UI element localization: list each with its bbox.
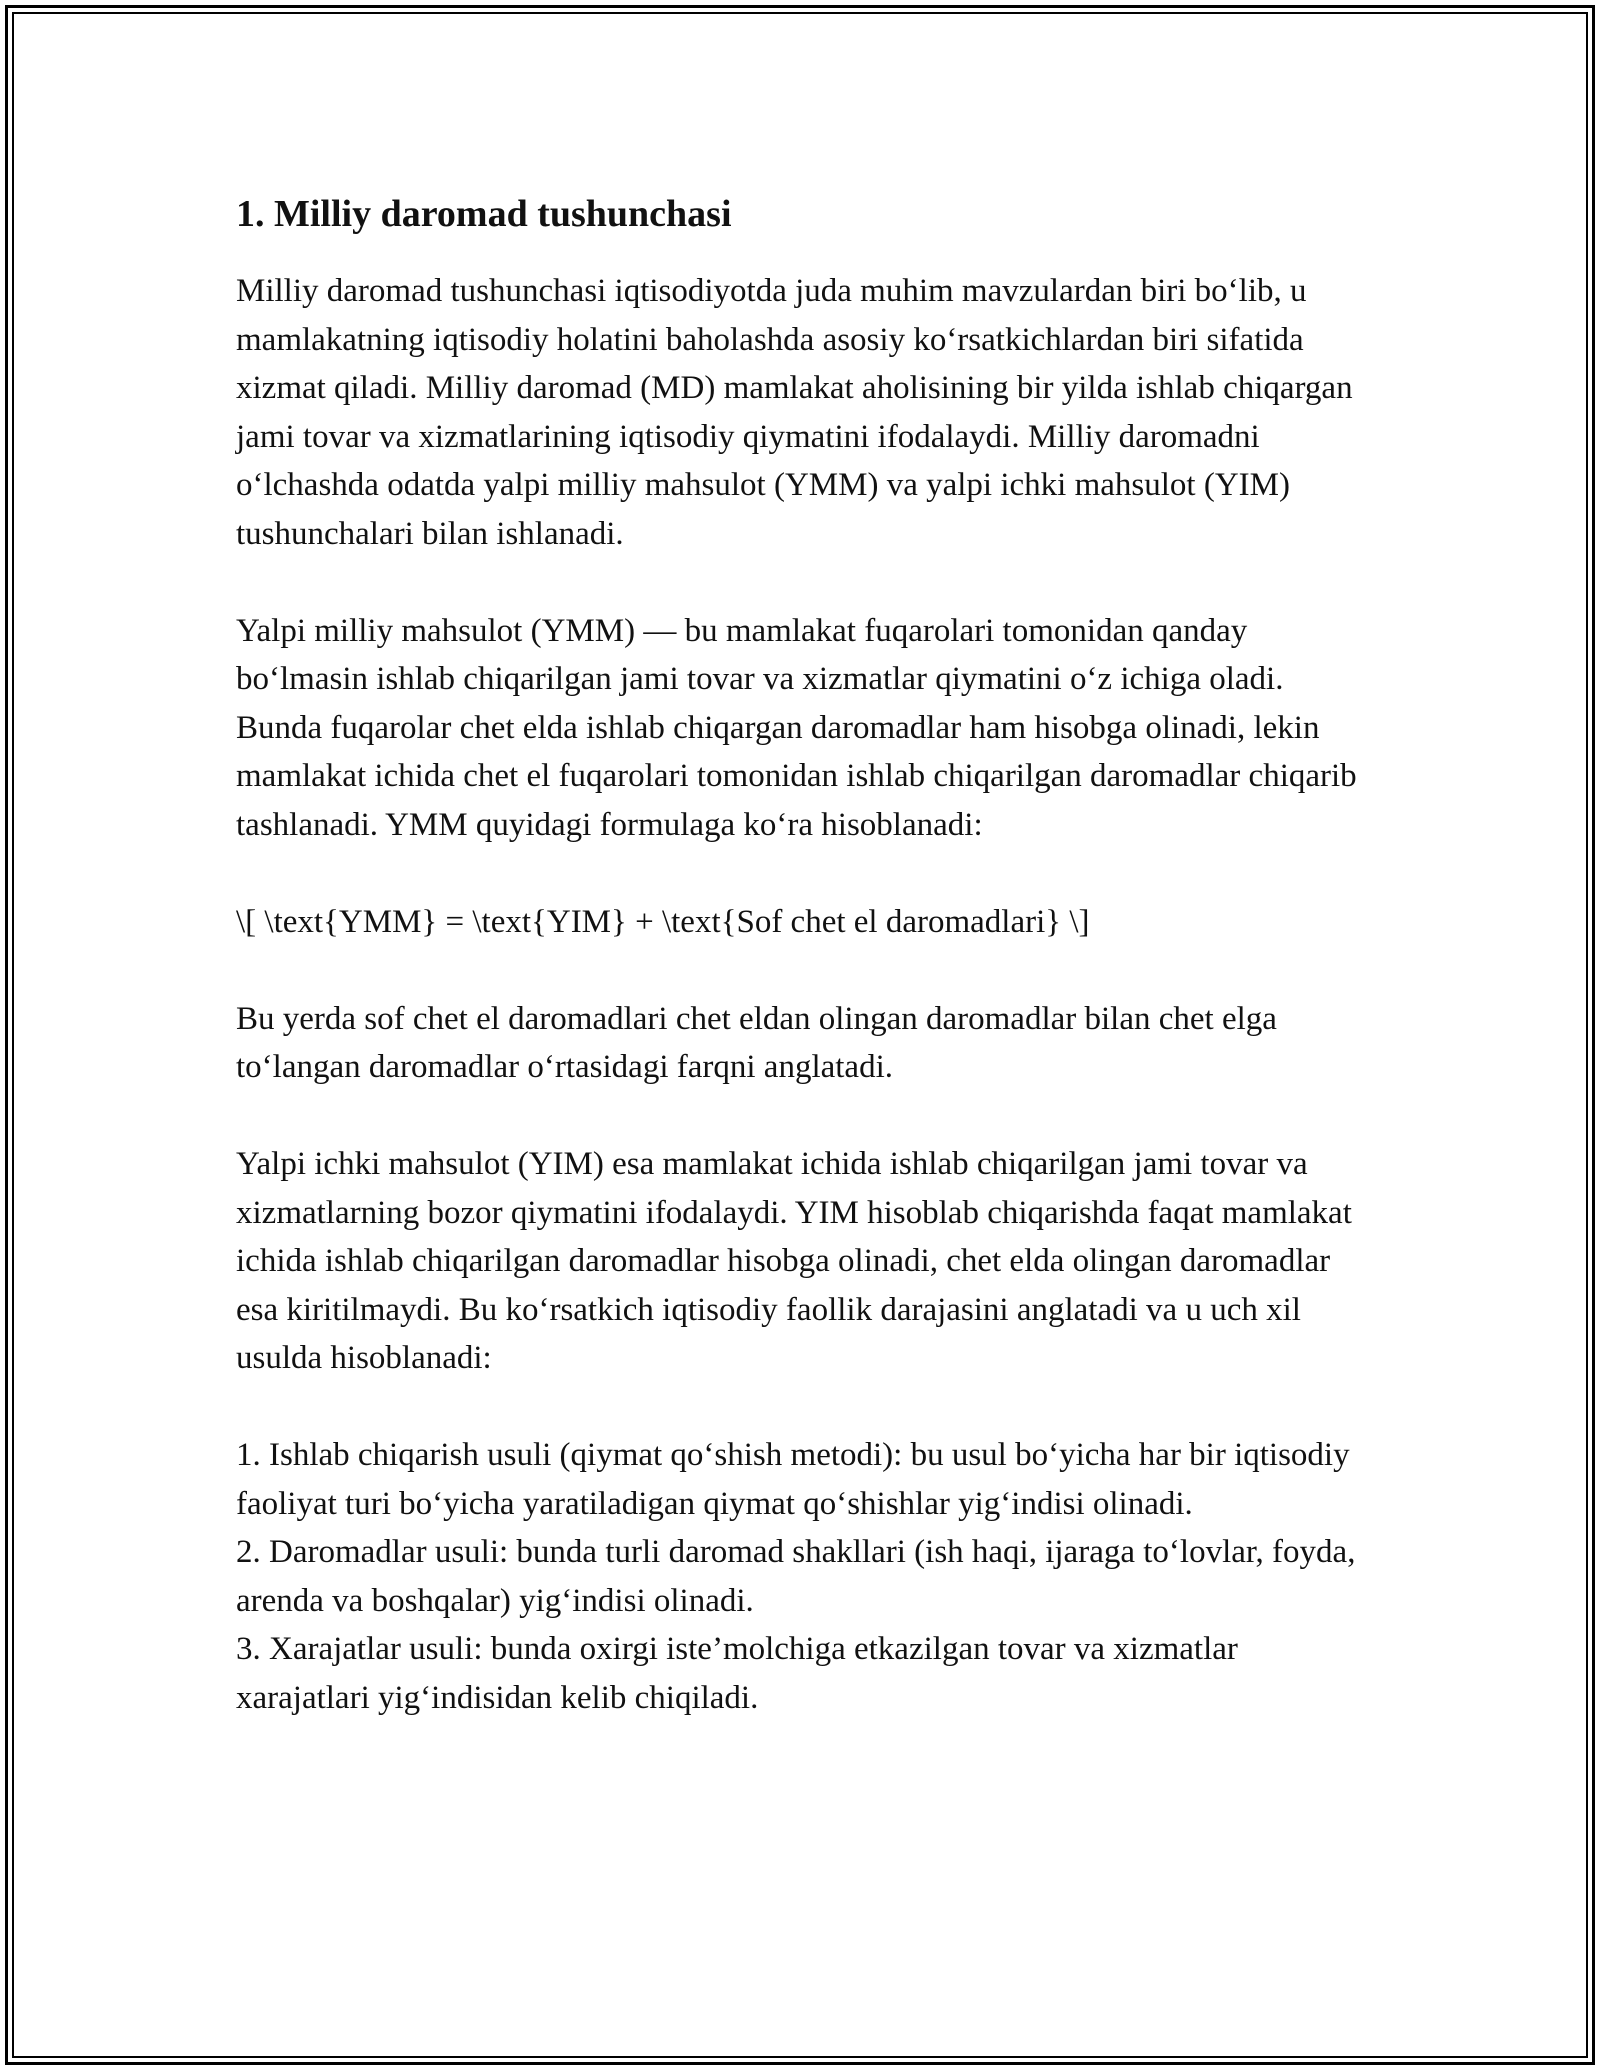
paragraph-spacer <box>236 849 1376 898</box>
paragraph-milliy-daromad: Milliy daromad tushunchasi iqtisodiyotda juda muhim mavzulardan biri bo‘lib, u mamlakatning iqtisodiy holatini baholashda asosiy ko‘rsatkichlardan biri sifatida xizmat qiladi. Milliy daromad (MD) mamlakat aholisining bir yilda ishlab chiqargan jami tovar va xizmatlarining iqtisodiy qiymatini ifodalaydi. Milliy daromadni o‘lchashda odatda yalpi milliy mahsulot (YMM) va yalpi ichki mahsulot (YIM) tushunchalari bilan ishlanadi. <box>236 273 1353 552</box>
section-heading: 1. Milliy daromad tushunchasi <box>236 193 732 235</box>
list-item: 1. Ishlab chiqarish usuli (qiymat qo‘shish metodi): bu usul bo‘yicha har bir iqtisodiy faoliyat turi bo‘yicha yaratiladigan qiymat qo‘shishlar yig‘indisi olinadi. <box>236 1437 1350 1522</box>
paragraph-spacer <box>236 1092 1376 1141</box>
paragraph-sof-chet-el: Bu yerda sof chet el daromadlari chet eldan olingan daromadlar bilan chet elga to‘langan daromadlar o‘rtasidagi farqni anglatadi. <box>236 1000 1277 1085</box>
paragraph-yim-definition: Yalpi ichki mahsulot (YIM) esa mamlakat ichida ishlab chiqarilgan jami tovar va xizmatlarning bozor qiymatini ifodalaydi. YIM hisoblab chiqarishda faqat mamlakat ichida ishlab chiqarilgan daromadlar hisobga olinadi, chet elda olingan daromadlar esa kiritilmaydi. Bu ko‘rsatkich iqtisodiy faollik darajasini anglatadi va u uch xil usulda hisoblanadi: <box>236 1146 1352 1376</box>
paragraph-spacer <box>236 558 1376 607</box>
paragraph-spacer <box>236 1383 1376 1432</box>
paragraph-ymm-definition: Yalpi milliy mahsulot (YMM) — bu mamlakat fuqarolari tomonidan qanday bo‘lmasin ishlab chiqarilgan jami tovar va xizmatlar qiymatini o‘z ichiga oladi. Bunda fuqarolar chet elda ishlab chiqargan daromadlar ham hisobga olinadi, lekin mamlakat ichida chet el fuqarolari tomonidan ishlab chiqarilgan daromadlar chiqarib tashlanadi. YMM quyidagi formulaga ko‘ra hisoblanadi: <box>236 612 1357 843</box>
formula-ymm: \[ \text{YMM} = \text{YIM} + \text{Sof chet el daromadlari} \] <box>236 903 1090 940</box>
document-body <box>236 185 1376 1722</box>
paragraph-spacer <box>236 946 1376 995</box>
list-item: 3. Xarajatlar usuli: bunda oxirgi iste’molchiga etkazilgan tovar va xizmatlar xarajatlari yig‘indisidan kelib chiqiladi. <box>236 1631 1238 1716</box>
methods-list <box>236 1431 1376 1722</box>
list-item: 2. Daromadlar usuli: bunda turli daromad shakllari (ish haqi, ijaraga to‘lovlar, foyda, arenda va boshqalar) yig‘indisi olinadi. <box>236 1534 1356 1619</box>
